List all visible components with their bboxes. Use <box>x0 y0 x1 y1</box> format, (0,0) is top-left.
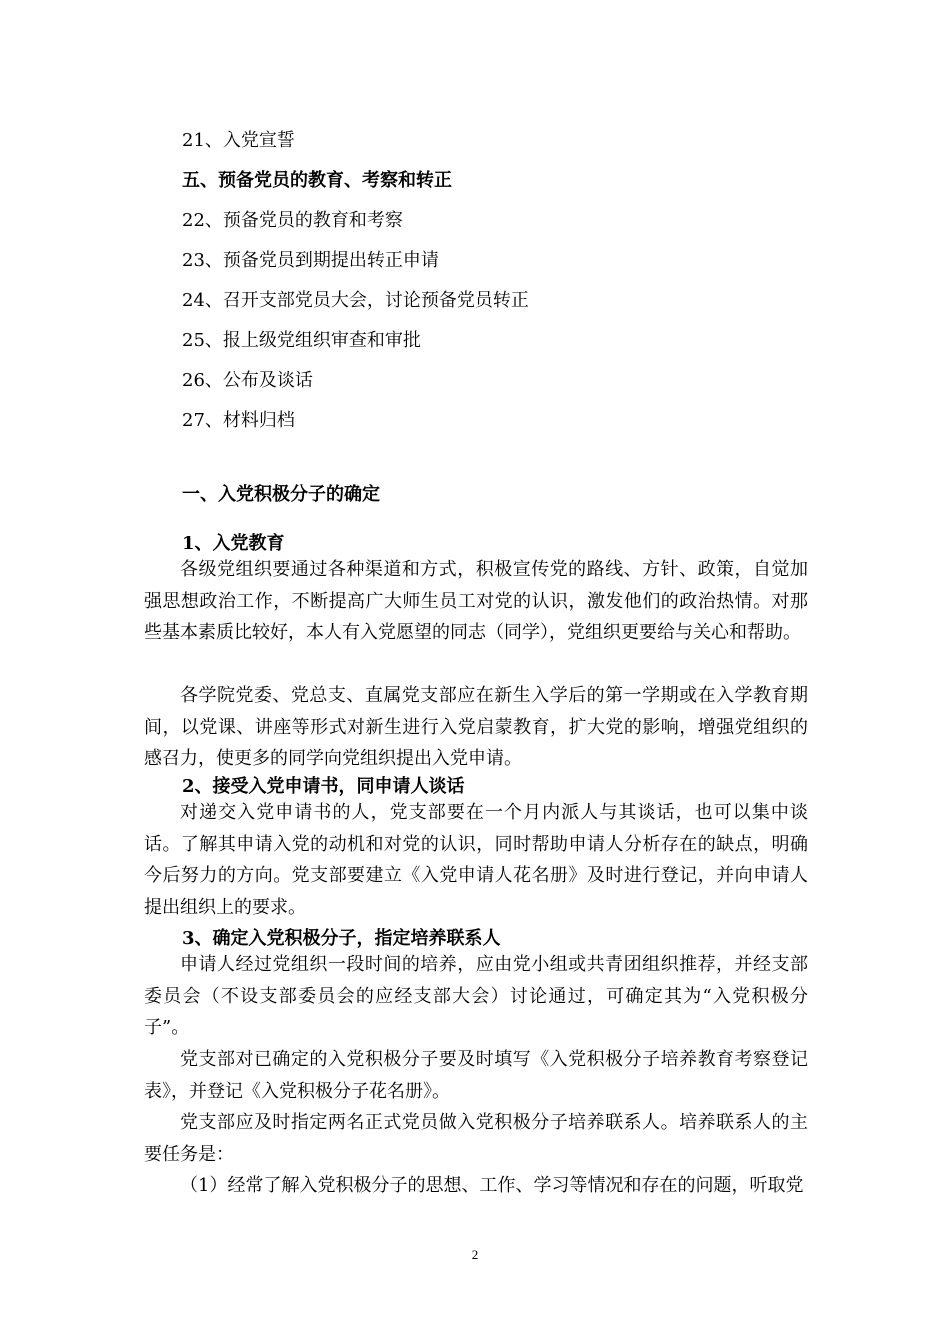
paragraph: 申请人经过党组织一段时间的培养，应由党小组或共青团组织推荐，并经支部委员会（不设支部委员会的应经支部大会）讨论通过，可确定其为“入党积极分子”。 <box>144 954 808 1038</box>
paragraph: 党支部应及时指定两名正式党员做入党积极分子培养联系人。培养联系人的主要任务是： <box>144 1112 808 1165</box>
paragraph: 对递交入党申请书的人，党支部要在一个月内派人与其谈话，也可以集中谈话。了解其申请入党的动机和对党的认识，同时帮助申请人分析存在的缺点，明确今后努力的方向。党支部要建立《入党申请人花名册》及时进行登记，并向申请人提出组织上的要求。 <box>144 802 808 918</box>
page-number: 2 <box>471 1247 479 1262</box>
subsection-title: 2、接受入党申请书，同申请人谈话 <box>182 776 465 797</box>
toc-item: 21、入党宣誓 <box>182 130 295 151</box>
paragraph: 各级党组织要通过各种渠道和方式，积极宣传党的路线、方针、政策，自觉加强思想政治工作，不断提高广大师生员工对党的认识，激发他们的政治热情。对那些基本素质比较好，本人有入党愿望的同志（同学），党组织更要给与关心和帮助。 <box>144 559 808 643</box>
toc-item: 23、预备党员到期提出转正申请 <box>182 250 439 271</box>
paragraph: 各学院党委、党总支、直属党支部应在新生入学后的第一学期或在入学教育期间，以党课、讲座等形式对新生进行入党启蒙教育，扩大党的影响，增强党组织的感召力，使更多的同学向党组织提出入党申请。 <box>144 685 808 769</box>
subsection-title: 1、入党教育 <box>182 533 285 554</box>
toc-item: 22、预备党员的教育和考察 <box>182 210 403 231</box>
toc-item: 24、召开支部党员大会，讨论预备党员转正 <box>182 290 529 311</box>
paragraph: 党支部对已确定的入党积极分子要及时填写《入党积极分子培养教育考察登记表》，并登记《入党积极分子花名册》。 <box>144 1049 808 1102</box>
toc-section-heading: 五、预备党员的教育、考察和转正 <box>182 170 452 191</box>
paragraph: （1）经常了解入党积极分子的思想、工作、学习等情况和存在的问题，听取党 <box>180 1175 804 1196</box>
section-title: 一、入党积极分子的确定 <box>182 484 380 505</box>
toc-item: 25、报上级党组织审查和审批 <box>182 330 421 351</box>
subsection-title: 3、确定入党积极分子，指定培养联系人 <box>182 928 501 949</box>
toc-item: 26、公布及谈话 <box>182 370 313 391</box>
toc-item: 27、材料归档 <box>182 410 295 431</box>
